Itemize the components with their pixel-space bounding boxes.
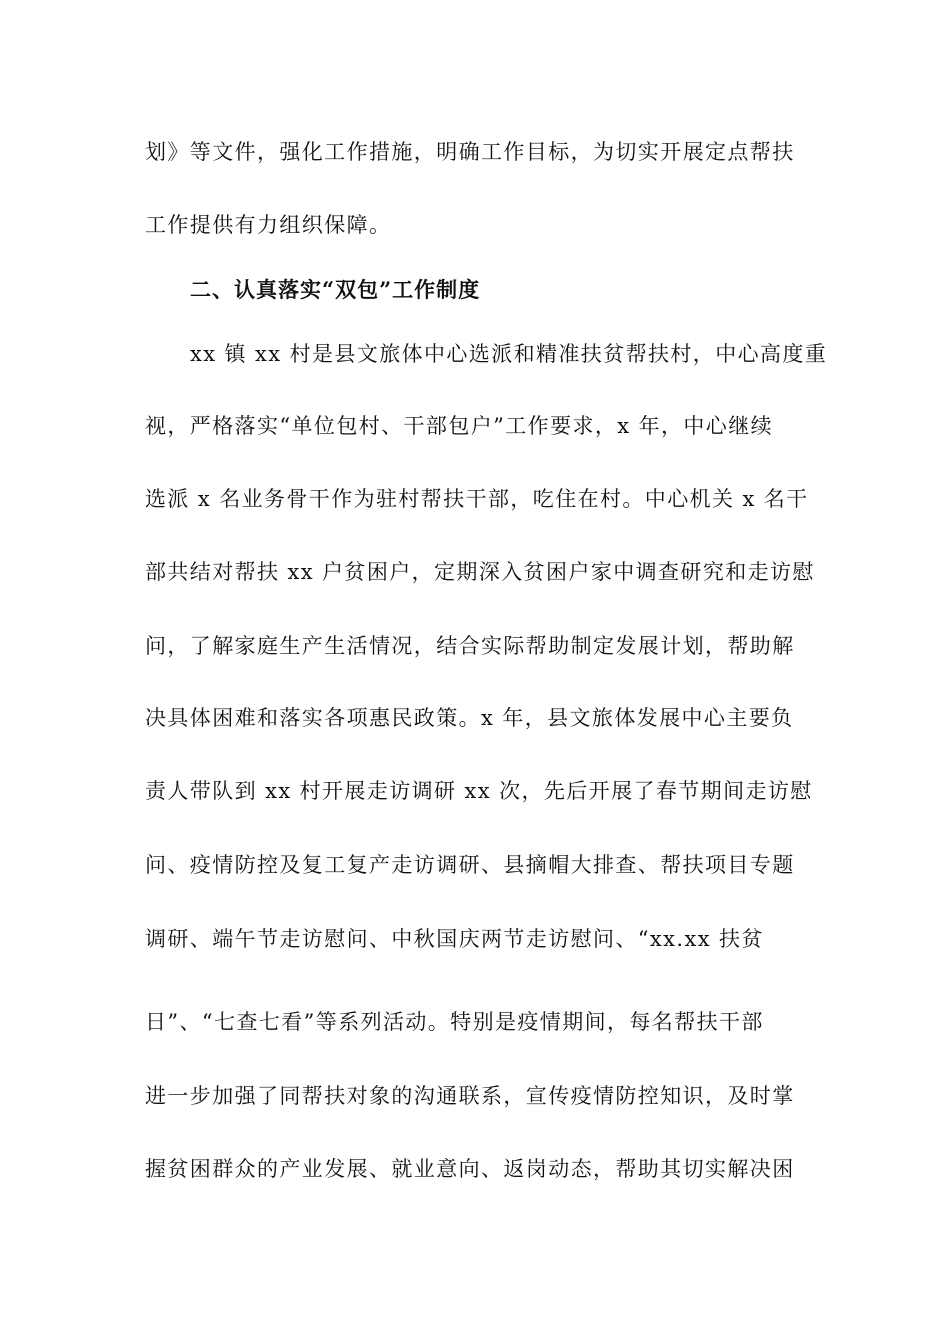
body-text-line: 决具体困难和落实各项惠民政策。x 年，县文旅体发展中心主要负 <box>145 706 794 730</box>
body-text-line: 日”、“七查七看”等系列活动。特别是疫情期间，每名帮扶干部 <box>145 1010 764 1034</box>
body-text-line: 问，了解家庭生产生活情况，结合实际帮助制定发展计划，帮助解 <box>145 634 795 658</box>
body-text-line: 握贫困群众的产业发展、就业意向、返岗动态，帮助其切实解决困 <box>145 1157 795 1181</box>
body-text-line: xx 镇 xx 村是县文旅体中心选派和精准扶贫帮扶村，中心高度重 <box>190 342 828 366</box>
body-text-line: 部共结对帮扶 xx 户贫困户，定期深入贫困户家中调查研究和走访慰 <box>145 560 815 584</box>
body-text-line: 划》等文件，强化工作措施，明确工作目标，为切实开展定点帮扶 <box>145 140 795 164</box>
body-text-line: 进一步加强了同帮扶对象的沟通联系，宣传疫情防控知识，及时掌 <box>145 1084 795 1108</box>
section-heading: 二、认真落实“双包”工作制度 <box>190 277 481 302</box>
body-text-line: 选派 x 名业务骨干作为驻村帮扶干部，吃住在村。中心机关 x 名干 <box>145 487 809 511</box>
body-text-line: 调研、端午节走访慰问、中秋国庆两节走访慰问、“xx.xx 扶贫 <box>145 927 764 951</box>
body-text-line: 工作提供有力组织保障。 <box>145 213 392 237</box>
body-text-line: 问、疫情防控及复工复产走访调研、县摘帽大排查、帮扶项目专题 <box>145 853 795 877</box>
body-text-line: 视，严格落实“单位包村、干部包户”工作要求，x 年，中心继续 <box>145 414 773 438</box>
body-text-line: 责人带队到 xx 村开展走访调研 xx 次，先后开展了春节期间走访慰 <box>145 779 813 803</box>
